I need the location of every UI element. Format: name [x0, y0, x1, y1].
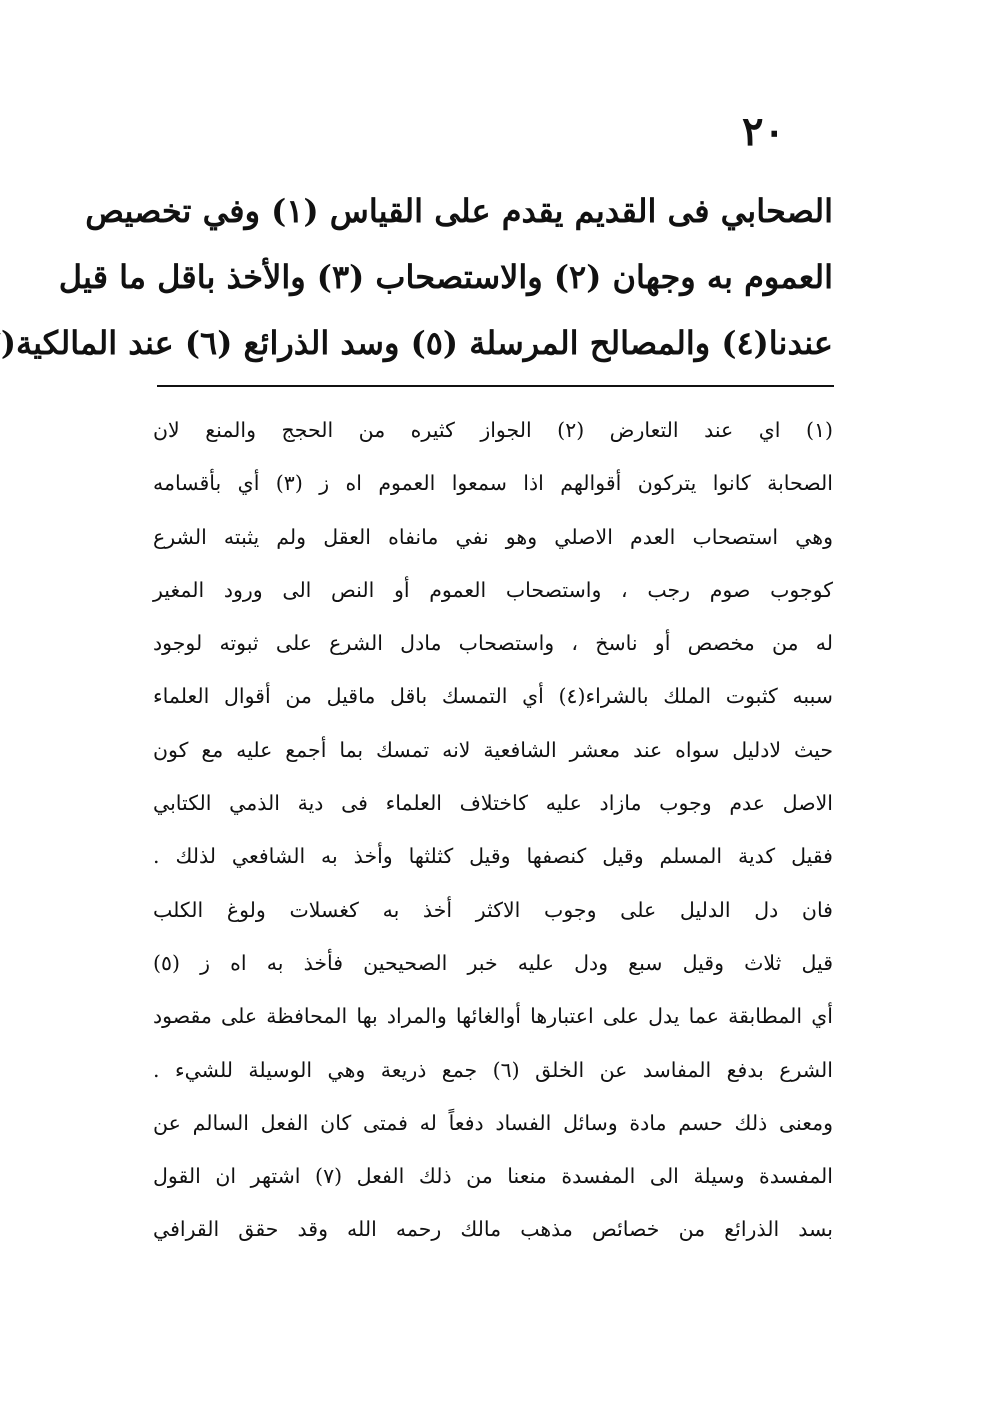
page-number: ٢٠ [743, 108, 786, 155]
footnote-line: الصحابة كانوا يتركون أقوالهم اذا سمعوا العموم اه ز (٣) أي بأقسامه [154, 471, 835, 496]
footnote-line: (١) اي عند التعارض (٢) الجواز كثيره من الحجج والمنع لان [154, 418, 834, 442]
footnote-line: الشرع بدفع المفاسد عن الخلق (٦) جمع ذريعة وهي الوسيلة للشيء . [154, 1057, 834, 1082]
footnote-line: حيث لادليل سواه عند معشر الشافعية لانه تمسك بما أجمع عليه مع كون [154, 737, 834, 762]
footnote-line: ومعنى ذلك حسم مادة وسائل الفساد دفعاً له فمتى كان الفعل السالم عن [154, 1110, 834, 1135]
footnote-line: فقيل كدية المسلم وقيل كنصفها وقيل كثلثها وأخذ به الشافعي لذلك . [154, 844, 834, 869]
footnote-line: المفسدة وسيلة الى المفسدة منعنا من ذلك الفعل (٧) اشتهر ان القول [154, 1164, 834, 1189]
main-text-line: العموم به وجهان (٢) والاستصحاب (٣) والأخذ باقل ما قيل [59, 258, 834, 296]
footnote-line: فان دل الدليل على وجوب الاكثر أخذ به كغسلات ولوغ الكلب [154, 897, 834, 922]
main-text-line: الصحابي فى القديم يقدم على القياس (١) وفي تخصيص [86, 192, 834, 230]
footnote-line: الاصل عدم وجوب مازاد عليه كاختلاف العلماء فى دية الذمي الكتابي [154, 791, 834, 816]
main-text-line: عندنا(٤) والمصالح المرسلة (٥) وسد الذرائع (٦) عند المالكية( [1, 324, 834, 362]
footnote-line: أي المطابقة عما يدل على اعتبارها أوالغائها والمراد بها المحافظة على مقصود [154, 1004, 834, 1029]
footnote-separator [158, 385, 835, 387]
footnote-line: له من مخصص أو ناسخ ، واستصحاب مادل الشرع على ثبوته لوجود [154, 631, 834, 656]
footnote-line: سببه كثبوت الملك بالشراء(٤) أي التمسك باقل ماقيل من أقوال العلماء [154, 684, 834, 709]
footnote-line: كوجوب صوم رجب ، واستصحاب العموم أو النص الى ورود المغير [154, 577, 834, 602]
footnote-line: قيل ثلاث وقيل سبع ودل عليه خبر الصحيحين فأخذ به اه ز (٥) [154, 950, 834, 975]
footnote-line: بسد الذرائع من خصائص مذهب مالك رحمه الله وقد حقق القرافي [154, 1217, 834, 1242]
footnote-line: وهي استصحاب العدم الاصلي وهو نفي مانفاه العقل ولم يثبته الشرع [154, 524, 834, 549]
main-text [1, 178, 834, 376]
footnotes [154, 404, 834, 1257]
